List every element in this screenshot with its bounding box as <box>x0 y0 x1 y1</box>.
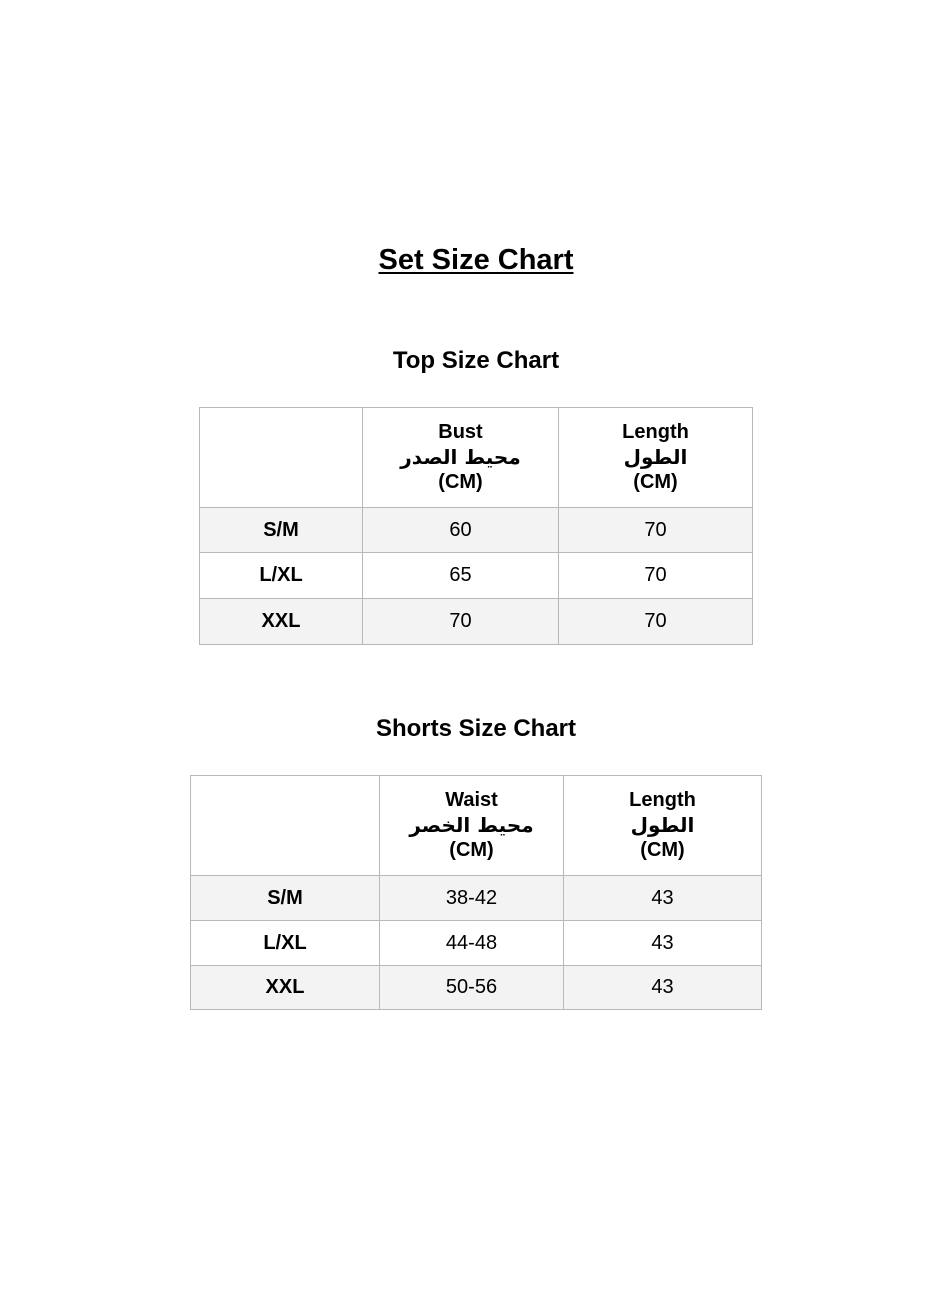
table-row <box>200 599 753 645</box>
column-header-unit: (CM) <box>640 839 685 861</box>
measurement-cell: 70 <box>363 599 559 645</box>
size-label: XXL <box>191 966 380 1010</box>
column-header-waist <box>380 776 564 876</box>
table-corner-cell <box>191 776 380 876</box>
column-header-label: Waist <box>445 789 498 811</box>
page-title: Set Size Chart <box>378 244 574 276</box>
column-header-label: Bust <box>438 421 483 443</box>
table-header-row <box>200 408 753 508</box>
column-header-arabic-label: الطول <box>630 813 695 837</box>
column-header-unit: (CM) <box>438 471 483 493</box>
shorts-size-chart-title: Shorts Size Chart <box>375 715 577 742</box>
size-label: L/XL <box>200 553 363 599</box>
measurement-cell: 43 <box>564 966 762 1010</box>
top-size-chart-title: Top Size Chart <box>392 347 560 374</box>
size-label: XXL <box>200 599 363 645</box>
measurement-cell: 43 <box>564 921 762 966</box>
column-header-label: Length <box>622 421 689 443</box>
column-header-unit: (CM) <box>449 839 494 861</box>
table-row <box>200 508 753 553</box>
measurement-cell: 70 <box>559 553 753 599</box>
table-row <box>200 553 753 599</box>
column-header-label: Length <box>629 789 696 811</box>
table-row <box>191 876 762 921</box>
size-label: S/M <box>200 508 363 553</box>
column-header-arabic-label: محيط الخصر <box>409 813 534 837</box>
measurement-cell: 65 <box>363 553 559 599</box>
measurement-cell: 50-56 <box>380 966 564 1010</box>
measurement-cell: 44-48 <box>380 921 564 966</box>
measurement-cell: 38-42 <box>380 876 564 921</box>
table-header-row <box>191 776 762 876</box>
measurement-cell: 70 <box>559 508 753 553</box>
top-size-table <box>199 407 753 645</box>
column-header-length <box>559 408 753 508</box>
table-row <box>191 966 762 1010</box>
shorts-size-table <box>190 775 762 1010</box>
table-corner-cell <box>200 408 363 508</box>
column-header-arabic-label: محيط الصدر <box>400 445 521 469</box>
column-header-unit: (CM) <box>633 471 678 493</box>
column-header-length <box>564 776 762 876</box>
size-label: L/XL <box>191 921 380 966</box>
table-row <box>191 921 762 966</box>
column-header-arabic-label: الطول <box>623 445 688 469</box>
measurement-cell: 43 <box>564 876 762 921</box>
size-label: S/M <box>191 876 380 921</box>
measurement-cell: 70 <box>559 599 753 645</box>
measurement-cell: 60 <box>363 508 559 553</box>
column-header-bust <box>363 408 559 508</box>
